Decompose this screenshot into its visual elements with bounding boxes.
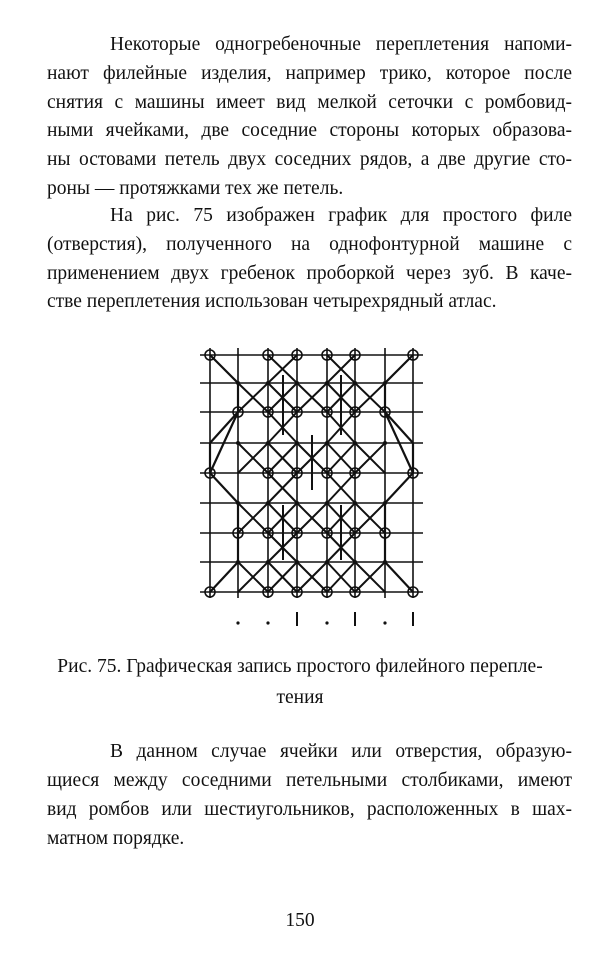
text-line: стве переплетения использован четырехрядный атлас. — [47, 291, 497, 312]
node-dot — [266, 501, 270, 505]
text-line: Некоторые одногребеночные переплетения напоми- — [110, 34, 572, 55]
node-dot — [325, 501, 329, 505]
node-dot — [295, 560, 299, 564]
text-line: (отверстия), полученного на однофонтурной машине с — [47, 234, 572, 255]
node-dot — [266, 560, 270, 564]
node-dot — [383, 441, 387, 445]
loop-stroke — [210, 355, 238, 383]
threading-dot — [325, 621, 328, 624]
node-dot — [325, 441, 329, 445]
loop-stroke — [385, 562, 413, 592]
threading-dot — [383, 621, 386, 624]
text-line: снятия с машины имеет вид мелкой сеточки с ромбовид- — [47, 92, 572, 113]
loop-stroke — [210, 562, 238, 592]
node-dot — [266, 441, 270, 445]
node-dot — [353, 560, 357, 564]
text-line: нают филейные изделия, например трико, которое после — [47, 63, 572, 84]
node-dot — [353, 501, 357, 505]
loop-stroke — [210, 412, 238, 443]
threading-dot — [236, 621, 239, 624]
page-number: 150 — [285, 910, 315, 931]
node-dot — [383, 381, 387, 385]
loop-stroke — [385, 412, 413, 443]
node-dot — [353, 441, 357, 445]
loop-stroke — [385, 473, 413, 503]
text-line: ными ячейками, две соседние стороны которых образова- — [47, 120, 572, 141]
text-line: вид ромбов или шестиугольников, расположенных в шах- — [47, 799, 572, 820]
caption-line: Рис. 75. Графическая запись простого филейного перепле- — [57, 656, 543, 677]
text-line: В данном случае ячейки или отверстия, образую- — [110, 741, 572, 762]
node-dot — [295, 381, 299, 385]
loop-stroke — [210, 473, 238, 503]
loop-stroke — [385, 355, 413, 383]
node-dot — [295, 501, 299, 505]
node-dot — [266, 381, 270, 385]
caption-line: тения — [276, 687, 324, 708]
text-line: роны — протяжками тех же петель. — [47, 178, 344, 199]
text-line: ны остовами петель двух соседних рядов, а две другие сто- — [47, 149, 572, 170]
node-dot — [236, 381, 240, 385]
text-line: матном порядке. — [47, 828, 185, 849]
node-dot — [236, 501, 240, 505]
node-dot — [236, 441, 240, 445]
threading-dot — [266, 621, 269, 624]
text-line: применением двух гребенок проборкой через зуб. В каче- — [47, 263, 572, 284]
node-dot — [295, 441, 299, 445]
node-dot — [325, 381, 329, 385]
text-line: На рис. 75 изображен график для простого филе — [110, 205, 572, 226]
node-dot — [383, 560, 387, 564]
node-dot — [325, 560, 329, 564]
knitting-diagram — [195, 340, 425, 635]
node-dot — [383, 501, 387, 505]
node-dot — [236, 560, 240, 564]
node-dot — [353, 381, 357, 385]
text-line: щиеся между соседними петельными столбиками, имеют — [47, 770, 572, 791]
